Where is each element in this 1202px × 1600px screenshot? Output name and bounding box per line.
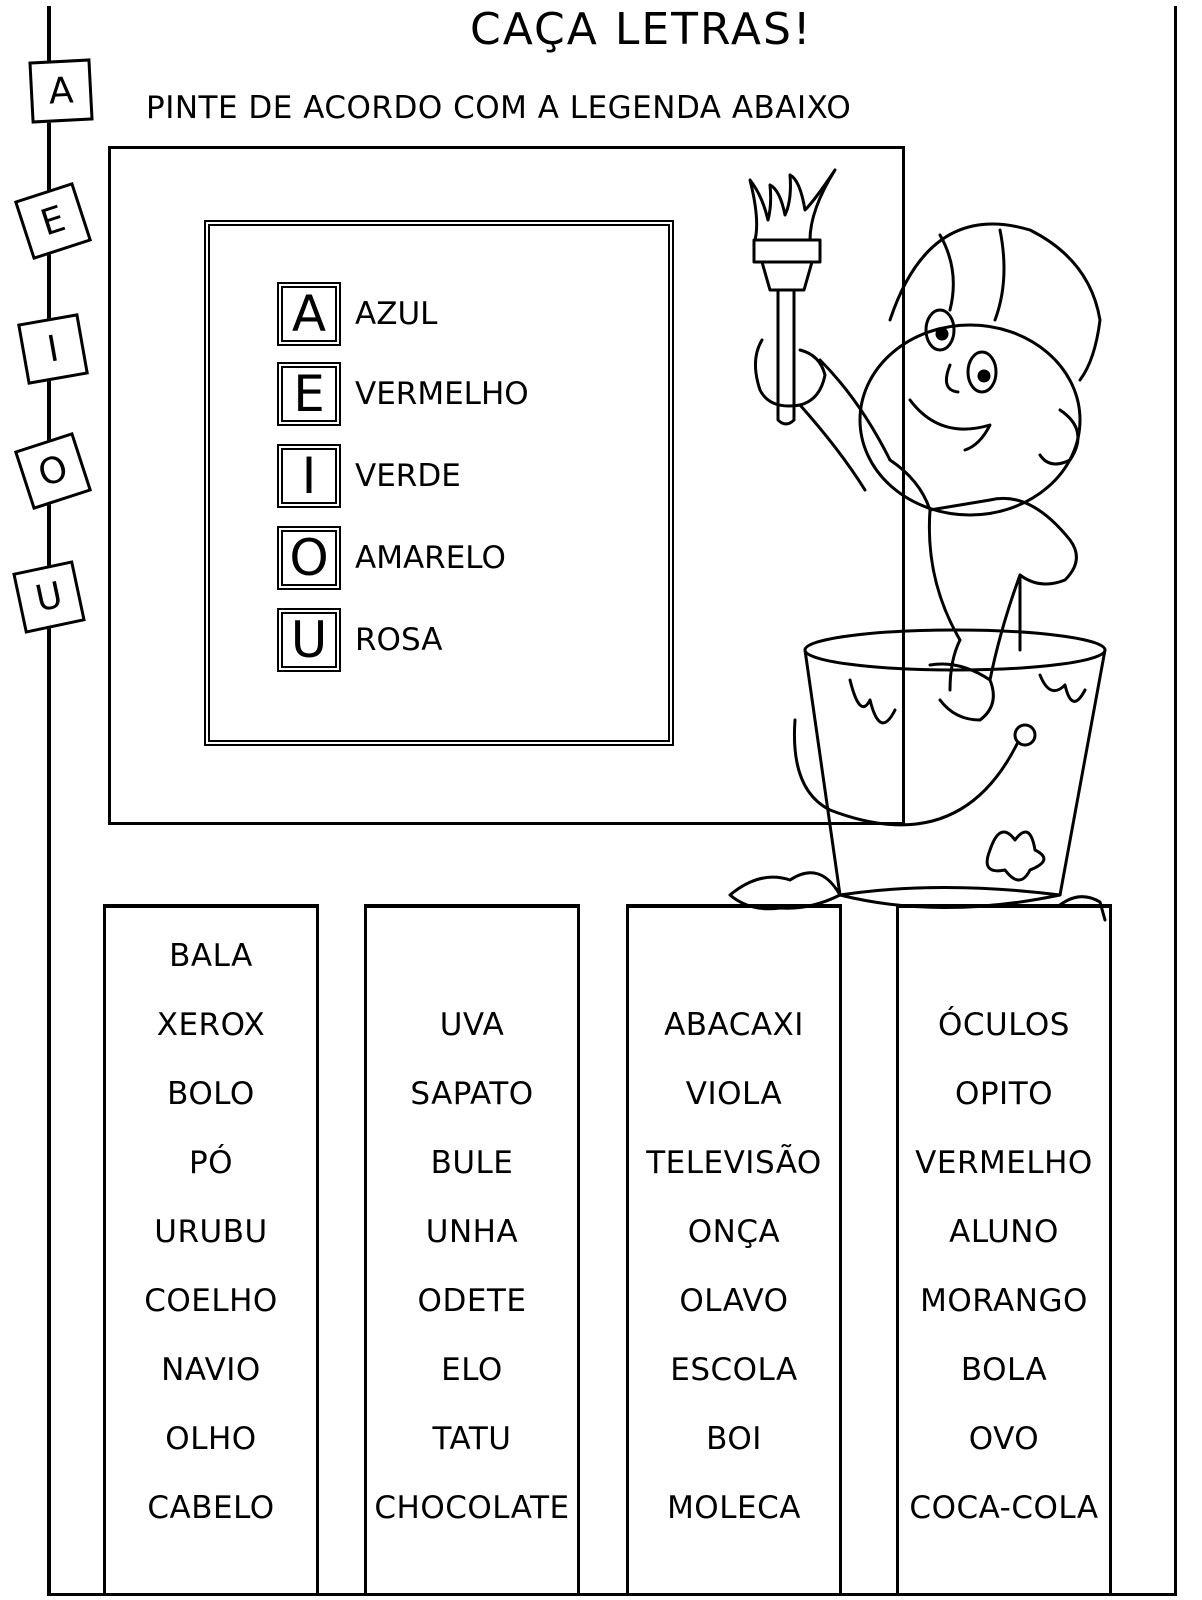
word: CHOCOLATE [374, 1490, 570, 1526]
word: BOLA [960, 1352, 1048, 1388]
word: OLHO [165, 1421, 257, 1457]
word: SAPATO [410, 1076, 534, 1112]
instructions: PINTE DE ACORDO COM A LEGENDA ABAIXO [146, 90, 852, 126]
word: PÓ [188, 1145, 234, 1181]
word: COCA-COLA [909, 1490, 1099, 1526]
legend-row [277, 444, 461, 508]
word: ESCOLA [670, 1352, 798, 1388]
side-tile-a: A [28, 58, 93, 123]
side-tile-e: E [14, 182, 92, 260]
page-title: CAÇA LETRAS! [470, 4, 813, 55]
word: ALUNO [949, 1214, 1059, 1250]
word: OVO [968, 1421, 1040, 1457]
word-column-4 [896, 904, 1112, 1594]
word: BULE [430, 1145, 514, 1181]
word: CABELO [147, 1490, 275, 1526]
legend-letter: U [277, 608, 341, 672]
side-tile-u: U [12, 560, 86, 634]
word: URUBU [154, 1214, 268, 1250]
word: VERMELHO [915, 1145, 1093, 1181]
word: MORANGO [920, 1283, 1088, 1319]
word: UVA [439, 1007, 505, 1043]
word: ODETE [417, 1283, 527, 1319]
word: VIOLA [685, 1076, 783, 1112]
word: TATU [432, 1421, 512, 1457]
legend-color: AMARELO [355, 540, 506, 576]
word: COELHO [144, 1283, 278, 1319]
word-column-2 [364, 904, 580, 1594]
legend-letter: O [277, 526, 341, 590]
side-tile-i: I [17, 313, 89, 385]
word: ELO [441, 1352, 503, 1388]
legend-color: AZUL [355, 296, 438, 332]
legend-row [277, 282, 437, 346]
legend-color: VERMELHO [355, 376, 529, 412]
legend-color: ROSA [355, 622, 443, 658]
word-column-1 [103, 904, 319, 1594]
word: BOLO [167, 1076, 255, 1112]
word: ONÇA [687, 1214, 781, 1250]
word: OPITO [954, 1076, 1054, 1112]
side-tile-o: O [14, 432, 92, 510]
legend-row [277, 362, 529, 426]
word: BOI [706, 1421, 762, 1457]
word: OLAVO [679, 1283, 789, 1319]
legend-letter: I [277, 444, 341, 508]
word: BALA [169, 938, 253, 974]
legend-color: VERDE [355, 458, 461, 494]
legend-row [277, 526, 506, 590]
word: ABACAXI [664, 1007, 804, 1043]
word: NAVIO [161, 1352, 261, 1388]
word-column-3 [626, 904, 842, 1594]
word: ÓCULOS [938, 1007, 1070, 1043]
word: UNHA [425, 1214, 519, 1250]
word: TELEVISÃO [646, 1145, 822, 1181]
word: MOLECA [667, 1490, 801, 1526]
legend-row [277, 608, 442, 672]
legend-letter: A [277, 282, 341, 346]
word: XEROX [156, 1007, 266, 1043]
boy-painting-illustration [700, 160, 1120, 930]
legend-letter: E [277, 362, 341, 426]
